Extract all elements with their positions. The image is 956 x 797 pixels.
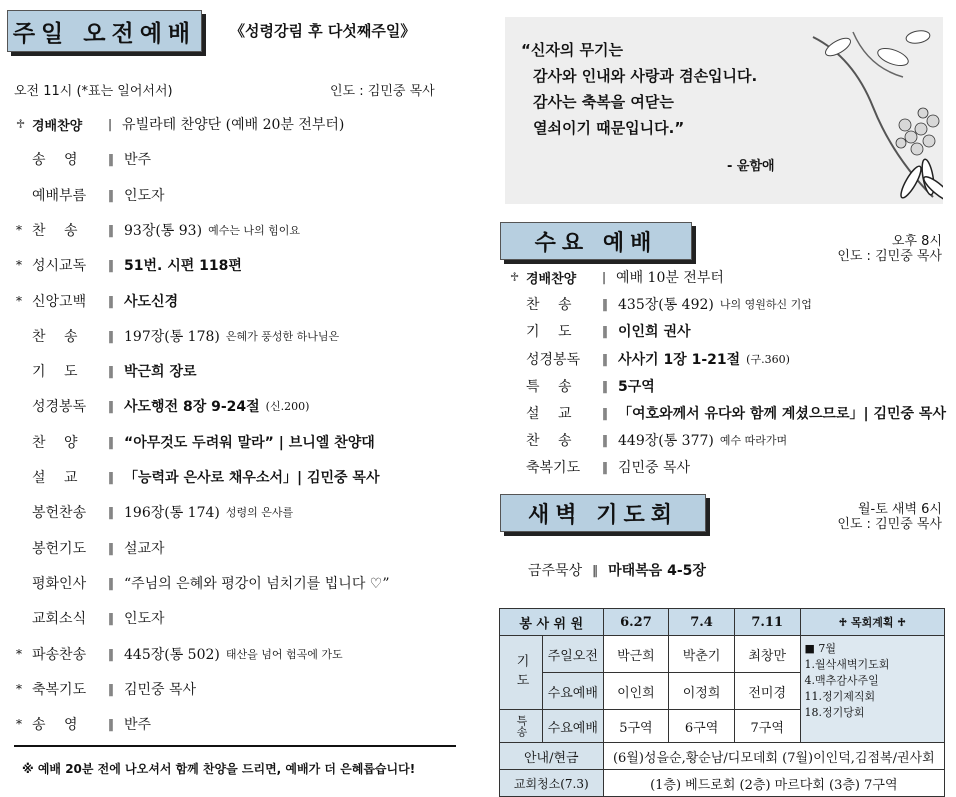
order-note: 은혜가 풍성한 하나님은: [225, 329, 340, 343]
order-label: 신앙고백: [32, 293, 87, 310]
sunday-footer-note: ※ 예배 20분 전에 나오셔서 함께 찬양을 드리면, 예배가 더 은혜롭습니다!: [22, 762, 416, 776]
order-label: 찬 양: [32, 434, 78, 451]
order-mark: *: [16, 717, 22, 732]
order-mark: *: [16, 293, 22, 308]
order-item: [16, 220, 300, 240]
order-mark: *: [16, 646, 22, 661]
separator: ‖: [108, 293, 114, 308]
order-label: 찬 송: [32, 222, 78, 239]
plan-item: ■ 7월: [804, 642, 837, 655]
order-note: 예수는 나의 힘이요: [208, 223, 301, 237]
order-label: 찬 송: [526, 433, 572, 450]
order-item: [510, 294, 812, 314]
order-note: 태산을 넘어 험곡에 가도: [225, 647, 343, 661]
roster-cell: 최창만: [734, 636, 800, 673]
dawn-leader: 인도 : 김민중 목사: [837, 517, 942, 532]
quote-box: [505, 17, 943, 204]
order-item: [510, 349, 790, 369]
separator: ‖: [108, 505, 114, 520]
order-label: 축복기도: [526, 460, 581, 477]
separator: ‖: [602, 351, 608, 366]
roster-header-date: 7.4: [669, 609, 735, 636]
order-value: 사사기 1장 1-21절: [618, 351, 741, 368]
guide-label: 안내/현금: [500, 743, 604, 770]
order-item: [16, 185, 171, 205]
order-label: 성시교독: [32, 258, 87, 275]
plan-item: 11.정기제직회: [804, 690, 876, 703]
order-mark: *: [16, 258, 22, 273]
separator: ‖: [108, 717, 114, 732]
order-item: [510, 403, 952, 423]
roster-cell: 이인희: [603, 673, 669, 710]
order-value: 5구역: [618, 378, 655, 395]
roster-cell: 6구역: [669, 710, 735, 743]
separator: ‖: [602, 406, 608, 420]
roster-header-date: 7.11: [734, 609, 800, 636]
separator: ‖: [108, 434, 114, 449]
separator: ‖: [108, 575, 114, 590]
order-item: [16, 502, 293, 522]
order-label: 교회소식: [32, 611, 87, 628]
order-label: 성경봉독: [526, 351, 581, 368]
order-item: [510, 430, 787, 450]
order-label: 설 교: [32, 470, 78, 486]
order-label: 송 영: [32, 152, 78, 169]
wednesday-service-title: 수요 예배: [500, 222, 692, 260]
roster-row-label: 주일오전: [543, 636, 604, 673]
group-prayer: 기도: [500, 636, 543, 710]
separator: ‖: [602, 297, 608, 312]
order-label: 축복기도: [32, 681, 87, 698]
order-item: [510, 376, 661, 396]
order-label: 기 도: [32, 364, 78, 381]
quote-author: - 윤함애: [727, 159, 775, 174]
order-value: 197장(통 178): [124, 328, 220, 345]
order-value: 사도행전 8장 9-24절: [124, 399, 260, 416]
sunday-service-title: 주일 오전예배: [7, 10, 202, 52]
order-label: 성경봉독: [32, 399, 87, 416]
quote-line: 감사와 인내와 사랑과 겸손입니다.: [533, 67, 758, 85]
roster-cell: 이정희: [669, 673, 735, 710]
dawn-meditation-value: 마태복음 4-5장: [608, 563, 706, 579]
order-label: 예배부름: [32, 187, 87, 204]
separator: ‖: [108, 152, 114, 167]
order-value: 449장(통 377): [618, 433, 714, 450]
order-label: 봉헌기도: [32, 540, 87, 557]
order-mark: *: [16, 681, 22, 696]
separator: ‖: [108, 258, 114, 273]
order-label: 봉헌찬송: [32, 505, 87, 522]
cleaning-value: (1층) 베드로회 (2층) 마르다회 (3층) 7구역: [603, 770, 944, 797]
order-label: 송 영: [32, 717, 78, 734]
order-note: 예수 따라가며: [719, 434, 788, 448]
order-item: [16, 573, 396, 593]
order-value: 사도신경: [124, 293, 179, 310]
order-item: [16, 608, 171, 628]
order-item: [16, 396, 309, 416]
order-item: [16, 679, 202, 699]
order-value: “주님의 은혜와 평강이 넘치기를 빕니다 ♡”: [124, 575, 390, 592]
order-item: [510, 267, 730, 287]
separator: ‖: [602, 324, 608, 339]
wednesday-leader: 인도 : 김민중 목사: [837, 249, 942, 264]
separator: |: [108, 117, 113, 131]
service-roster-table: [499, 608, 945, 797]
order-value: 예배 10분 전부터: [616, 270, 724, 286]
separator: ‖: [108, 222, 114, 237]
quote-line: 감사는 축복을 여닫는: [533, 93, 674, 111]
dawn-meditation: [528, 560, 706, 580]
order-label: 설 교: [526, 406, 572, 422]
order-item: [16, 255, 248, 275]
order-value: 「여호와께서 유다와 함께 계셨으므로」| 김민중 목사: [618, 406, 946, 422]
wednesday-time: 오후 8시: [891, 234, 942, 249]
order-item: [16, 644, 343, 664]
order-note: (신.200): [265, 400, 310, 414]
order-item: [16, 467, 385, 487]
order-item: [16, 538, 171, 558]
dawn-meditation-label: 금주묵상: [528, 563, 583, 579]
order-value: 인도자: [124, 187, 165, 204]
roster-cell: 5구역: [603, 710, 669, 743]
cleaning-label: 교회청소(7.3): [500, 770, 604, 797]
order-value: 설교자: [124, 540, 165, 557]
roster-cell: 7구역: [734, 710, 800, 743]
order-label: 평화인사: [32, 575, 87, 592]
separator: ‖: [602, 460, 608, 475]
separator: ‖: [108, 187, 114, 202]
order-label: 찬 송: [32, 328, 78, 345]
sunday-divider: [14, 745, 456, 747]
order-value: 인도자: [124, 611, 165, 628]
order-value: 「능력과 은사로 채우소서」| 김민중 목사: [124, 470, 380, 486]
order-value: 반주: [124, 717, 152, 734]
order-value: 435장(통 492): [618, 297, 714, 314]
separator: ‖: [602, 433, 608, 448]
separator: ‖: [108, 328, 114, 343]
pastoral-plan: [800, 636, 944, 743]
order-mark: ♱: [16, 117, 26, 131]
roster-cell: 박춘기: [669, 636, 735, 673]
order-value: 51번. 시편 118편: [124, 258, 242, 275]
plan-header: ♱ 목회계획 ♱: [800, 609, 944, 636]
flower-illustration: [793, 17, 943, 204]
quote-line: 열쇠이기 때문입니다.”: [533, 119, 685, 137]
separator: |: [602, 270, 607, 284]
roster-row-label: 수요예배: [543, 673, 604, 710]
order-item: [16, 291, 184, 311]
order-note: 나의 영원하신 기업: [719, 298, 812, 312]
order-note: (구.360): [746, 352, 790, 366]
order-value: 93장(통 93): [124, 222, 203, 239]
order-value: 박근희 장로: [124, 364, 197, 381]
order-item: [16, 432, 381, 452]
order-value: 유빌라테 찬양단 (예배 20분 전부터): [122, 117, 345, 133]
roster-header: 봉 사 위 원: [500, 609, 604, 636]
separator: ‖: [108, 611, 114, 626]
roster-cell: 전미경: [734, 673, 800, 710]
order-value: 이인희 권사: [618, 324, 691, 341]
order-value: “아무것도 두려워 말라” | 브니엘 찬양대: [124, 434, 375, 451]
separator: ‖: [108, 470, 114, 484]
dawn-time: 월-토 새벽 6시: [857, 502, 942, 517]
order-label: 경배찬양: [32, 118, 83, 134]
order-note: 성령의 은사를: [225, 506, 294, 520]
roster-row-label: 수요예배: [543, 710, 604, 743]
order-mark: *: [16, 222, 22, 237]
order-value: 196장(통 174): [124, 505, 220, 522]
separator: ‖: [592, 563, 599, 577]
order-label: 경배찬양: [526, 271, 577, 287]
order-value: 반주: [124, 152, 152, 169]
separator: ‖: [108, 646, 114, 661]
roster-header-date: 6.27: [603, 609, 669, 636]
roster-cell: 박근희: [603, 636, 669, 673]
separator: ‖: [108, 399, 114, 414]
order-item: [510, 457, 696, 477]
order-item: [16, 149, 157, 169]
separator: ‖: [108, 681, 114, 696]
order-label: 기 도: [526, 324, 572, 341]
order-label: 파송찬송: [32, 646, 87, 663]
sunday-leader: 인도 : 김민중 목사: [330, 84, 435, 99]
sunday-time: 오전 11시 (*표는 일어서서): [14, 84, 173, 99]
order-item: [510, 321, 697, 341]
group-special: 특송: [500, 710, 543, 743]
separator: ‖: [108, 540, 114, 555]
order-item: [16, 361, 203, 381]
order-mark: ♱: [510, 270, 520, 284]
order-item: [16, 326, 339, 346]
order-value: 김민중 목사: [618, 460, 691, 477]
plan-item: 18.정기당회: [804, 706, 865, 719]
order-label: 찬 송: [526, 297, 572, 314]
plan-item: 1.월삭새벽기도회: [804, 658, 890, 671]
order-value: 김민중 목사: [124, 681, 197, 698]
order-item: [16, 114, 350, 134]
order-value: 445장(통 502): [124, 646, 220, 663]
guide-value: (6월)성을순,황순남/디모데회 (7월)이인덕,김점복/권사회: [603, 743, 944, 770]
separator: ‖: [108, 364, 114, 379]
sunday-subtitle: 《성령강림 후 다섯째주일》: [230, 22, 416, 40]
order-item: [16, 714, 157, 734]
separator: ‖: [602, 378, 608, 393]
order-label: 특 송: [526, 378, 572, 395]
quote-line: “신자의 무기는: [521, 41, 624, 59]
dawn-prayer-title: 새벽 기도회: [500, 494, 706, 532]
plan-item: 4.맥추감사주일: [804, 674, 879, 687]
